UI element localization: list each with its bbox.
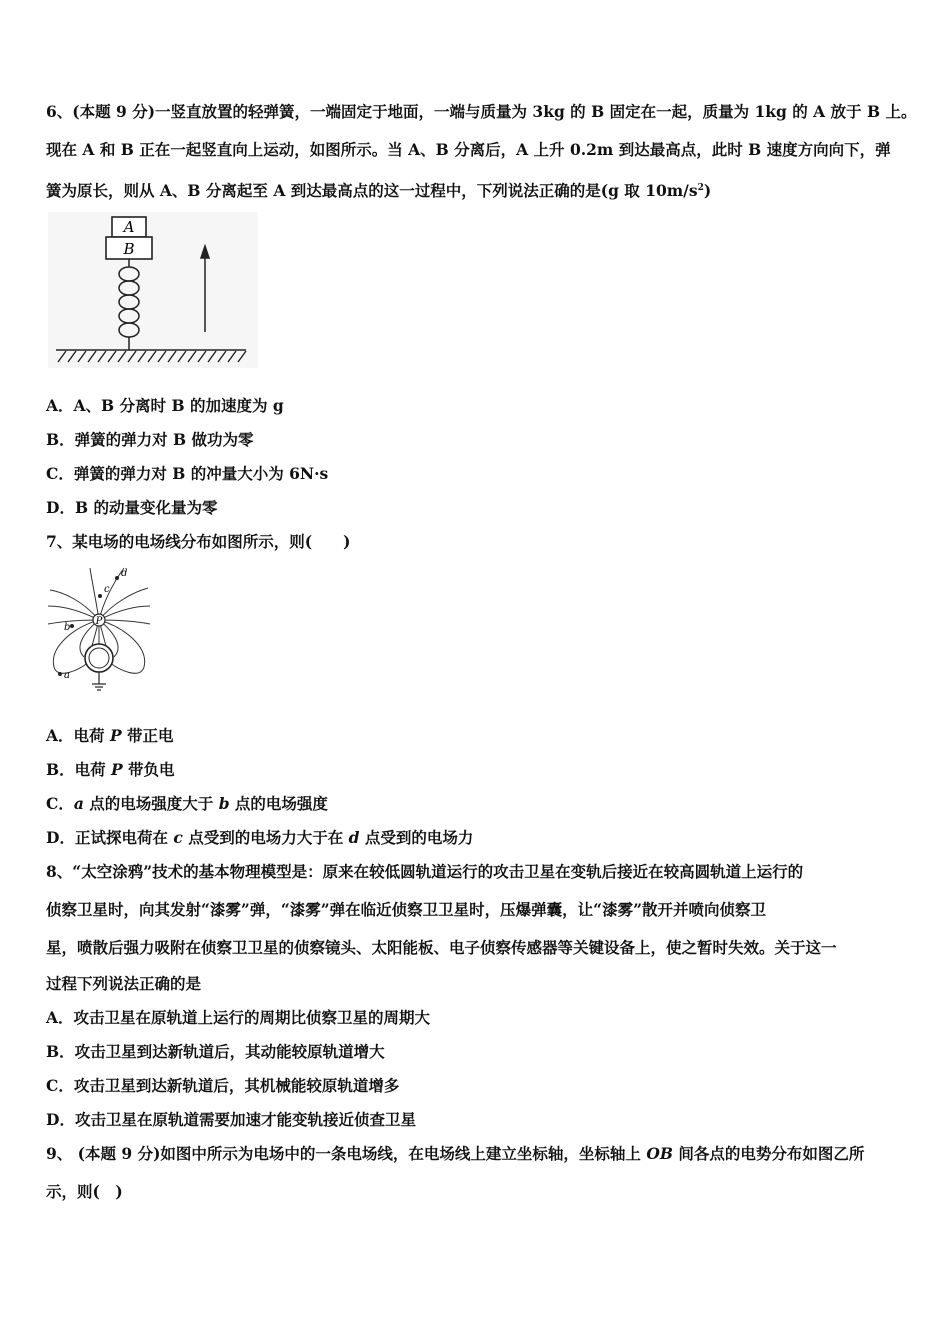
q7-point-c [98,594,102,598]
q7-option-d-var-1: c [173,828,183,847]
q6-spring-figure [48,212,258,368]
q9-stem-text: 9、 (本题 9 分)如图中所示为电场中的一条电场线，在电场线上建立坐标轴，坐标轴上 [46,1144,647,1163]
q6-stem-line-1: 6、(本题 9 分)一竖直放置的轻弹簧，一端固定于地面，一端与质量为 3kg 的 B 固定在一起，质量为 1kg 的 A 放于 B 上。 [46,102,917,121]
q7-option-d-var-2: d [348,828,360,847]
q7-option-d-text: D．正试探电荷在 [46,828,174,847]
q6-option-b: B．弹簧的弹力对 B 做功为零 [46,430,254,449]
q7-option-d-mid: 点受到的电场力大于在 [182,828,349,847]
q6-block-a-label: A [123,218,135,236]
q9-stem-var: OB [646,1144,673,1163]
q6-option-c: C．弹簧的弹力对 B 的冲量大小为 6N·s [46,464,329,483]
q6-option-d: D．B 的动量变化量为零 [46,498,218,517]
q7-option-d-end: 点受到的电场力 [359,828,474,847]
q7-label-c: c [104,584,110,595]
q7-option-a-text: A．电荷 [46,726,110,745]
q6-stem-line-2: 现在 A 和 B 正在一起竖直向上运动，如图所示。当 A、B 分离后，A 上升 0.2m 到达最高点，此时 B 速度方向向下，弹 [46,140,891,159]
q6-stem-line-3-text: 簧为原长，则从 A、B 分离起至 A 到达最高点的这一过程中，下列说法正确的是(g 取 10m/s [46,181,698,201]
q8-option-a: A．攻击卫星在原轨道上运行的周期比侦察卫星的周期大 [46,1008,431,1027]
q7-label-d: d [121,568,128,579]
q7-option-b [46,760,175,780]
q9-stem-line-1 [46,1144,864,1164]
q8-stem-line-4: 过程下列说法正确的是 [46,974,202,993]
q8-option-c: C．攻击卫星到达新轨道后，其机械能较原轨道增多 [46,1076,400,1095]
q7-option-a-end: 带正电 [121,726,174,745]
q8-option-d: D．攻击卫星在原轨道需要加速才能变轨接近侦查卫星 [46,1110,416,1129]
q8-option-b: B．攻击卫星到达新轨道后，其动能较原轨道增大 [46,1042,385,1061]
q7-option-c-var-1: a [73,794,84,813]
q7-option-d [46,828,473,848]
q6-stem-line-3 [46,178,711,201]
q7-option-c [46,794,328,814]
q7-option-a-var: P [109,726,122,745]
q6-stem-line-3-end: ) [703,181,712,201]
q6-figure-background [48,212,258,368]
q7-label-b: b [64,622,71,633]
q7-point-d [115,576,119,580]
q7-stem: 7、某电场的电场线分布如图所示，则( ) [46,532,351,551]
q9-stem-line-2: 示，则( ) [46,1182,123,1201]
q6-stem-superscript: 2 [697,183,704,193]
q9-stem-end: 间各点的电势分布如图乙所 [672,1144,865,1163]
q7-ground-symbol [92,672,106,690]
q7-point-a [58,672,62,676]
q7-option-b-text: B．电荷 [46,760,111,779]
q7-label-p: P [95,616,103,627]
q8-stem-line-2: 侦察卫星时，向其发射“漆雾”弹，“漆雾”弹在临近侦察卫卫星时，压爆弹囊，让“漆雾”散开并喷向侦察卫 [46,900,766,919]
q7-option-b-var: P [111,760,123,779]
q7-point-b [70,624,74,628]
q7-label-a: a [64,670,70,681]
q7-option-c-text: C． [46,794,74,813]
q8-stem-line-3: 星，喷散后强力吸附在侦察卫卫星的侦察镜头、太阳能板、电子侦察传感器等关键设备上，使之暂时失效。关于这一 [46,938,837,957]
q7-option-c-mid: 点的电场强度大于 [83,794,219,813]
q8-stem-line-1: 8、“太空涂鸦”技术的基本物理模型是：原来在较低圆轨道运行的攻击卫星在变轨后接近在较高圆轨道上运行的 [46,862,804,881]
q7-field-figure [44,562,154,694]
q7-option-c-end: 点的电场强度 [229,794,328,813]
q7-option-b-end: 带负电 [122,760,175,779]
q7-option-c-var-2: b [218,794,230,813]
q6-option-a: A．A、B 分离时 B 的加速度为 g [46,396,284,415]
q7-option-a [46,726,174,746]
q6-block-b-label: B [123,240,135,258]
